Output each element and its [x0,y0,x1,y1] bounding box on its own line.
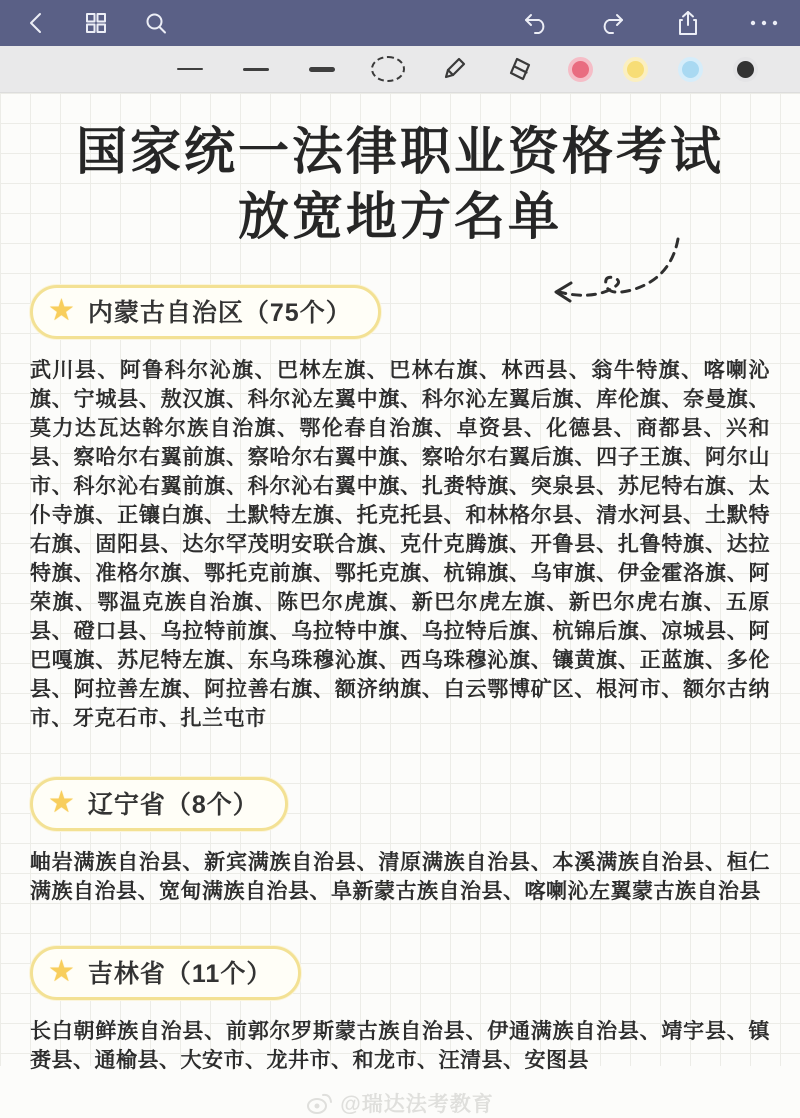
section-header-liaoning [30,777,288,831]
back-icon[interactable] [24,11,48,35]
pages-grid-icon[interactable] [84,11,108,35]
section-header-neimenggu [30,285,381,339]
drawing-toolbar [0,46,800,93]
dashed-arrow-doodle [545,233,700,321]
more-icon[interactable] [752,11,776,35]
eraser-tool-icon[interactable] [502,54,538,84]
section-header-jilin [30,946,301,1000]
color-swatch-yellow[interactable] [623,57,648,82]
stroke-thick-button[interactable] [304,54,340,84]
watermark-text: @瑞达法考教育 [340,1093,494,1116]
region-list-jilin: 长白朝鲜族自治县、前郭尔罗斯蒙古族自治县、伊通满族自治县、靖宇县、镇赉县、通榆县、大安市、龙井市、和龙市、汪清县、安图县 [30,1020,770,1072]
color-swatch-blue[interactable] [678,57,703,82]
watermark [30,1088,770,1118]
star-icon: ★ [48,955,75,988]
section-label: 内蒙古自治区（75个） [87,299,352,327]
navbar-left-group [24,11,168,35]
region-list-neimenggu: 武川县、阿鲁科尔沁旗、巴林左旗、巴林右旗、林西县、翁牛特旗、喀喇沁旗、宁城县、敖汉旗、科尔沁左翼中旗、科尔沁左翼后旗、库伦旗、奈曼旗、莫力达瓦达斡尔族自治旗、鄂伦春自治旗、卓资县、化德县、商都县、兴和县、察哈尔右翼前旗、察哈尔右翼中旗、察哈尔右翼后旗、四子王旗、阿尔山市、科尔沁右翼前旗、科尔沁右翼中旗、扎赉特旗、突泉县、苏尼特右旗、太仆寺旗、正镶白旗、土默特左旗、托克托县、和林格尔县、清水河县、土默特右旗、固阳县、达尔罕茂明安联合旗、克什克腾旗、开鲁县、扎鲁特旗、达拉特旗、准格尔旗、鄂托克前旗、鄂托克旗、杭锦旗、乌审旗、伊金霍洛旗、阿荣旗、鄂温克族自治旗、陈巴尔虎旗、新巴尔虎左旗、新巴尔虎右旗、五原县、磴口县、乌拉特前旗、乌拉特中旗、乌拉特后旗、杭锦后旗、凉城县、阿巴嘎旗、苏尼特左旗、东乌珠穆沁旗、西乌珠穆沁旗、镶黄旗、正蓝旗、多伦县、阿拉善左旗、阿拉善右旗、额济纳旗、白云鄂博矿区、根河市、额尔古纳市、牙克石市、扎兰屯市 [30,359,770,730]
share-icon[interactable] [676,11,700,35]
lasso-tool-icon[interactable] [370,54,406,84]
navbar-right-group [524,11,776,35]
weibo-logo-icon [306,1091,334,1115]
title-line-2: 放宽地方名单 [232,184,568,249]
note-page [0,93,800,1116]
pen-tool-icon[interactable] [436,54,472,84]
search-icon[interactable] [144,11,168,35]
region-list-liaoning: 岫岩满族自治县、新宾满族自治县、清原满族自治县、本溪满族自治县、桓仁满族自治县、宽甸满族自治县、阜新蒙古族自治县、喀喇沁左翼蒙古族自治县 [30,851,770,903]
undo-icon[interactable] [524,11,548,35]
color-swatch-pink[interactable] [568,57,593,82]
color-swatch-black[interactable] [733,57,758,82]
title-line-1: 国家统一法律职业资格考试 [70,119,730,184]
section-label: 辽宁省（8个） [87,791,259,819]
star-icon: ★ [48,294,75,327]
stroke-thin-button[interactable] [172,54,208,84]
page-title [30,119,770,249]
redo-icon[interactable] [600,11,624,35]
top-navbar [0,0,800,46]
star-icon: ★ [48,786,75,819]
stroke-medium-button[interactable] [238,54,274,84]
section-label: 吉林省（11个） [87,960,273,988]
